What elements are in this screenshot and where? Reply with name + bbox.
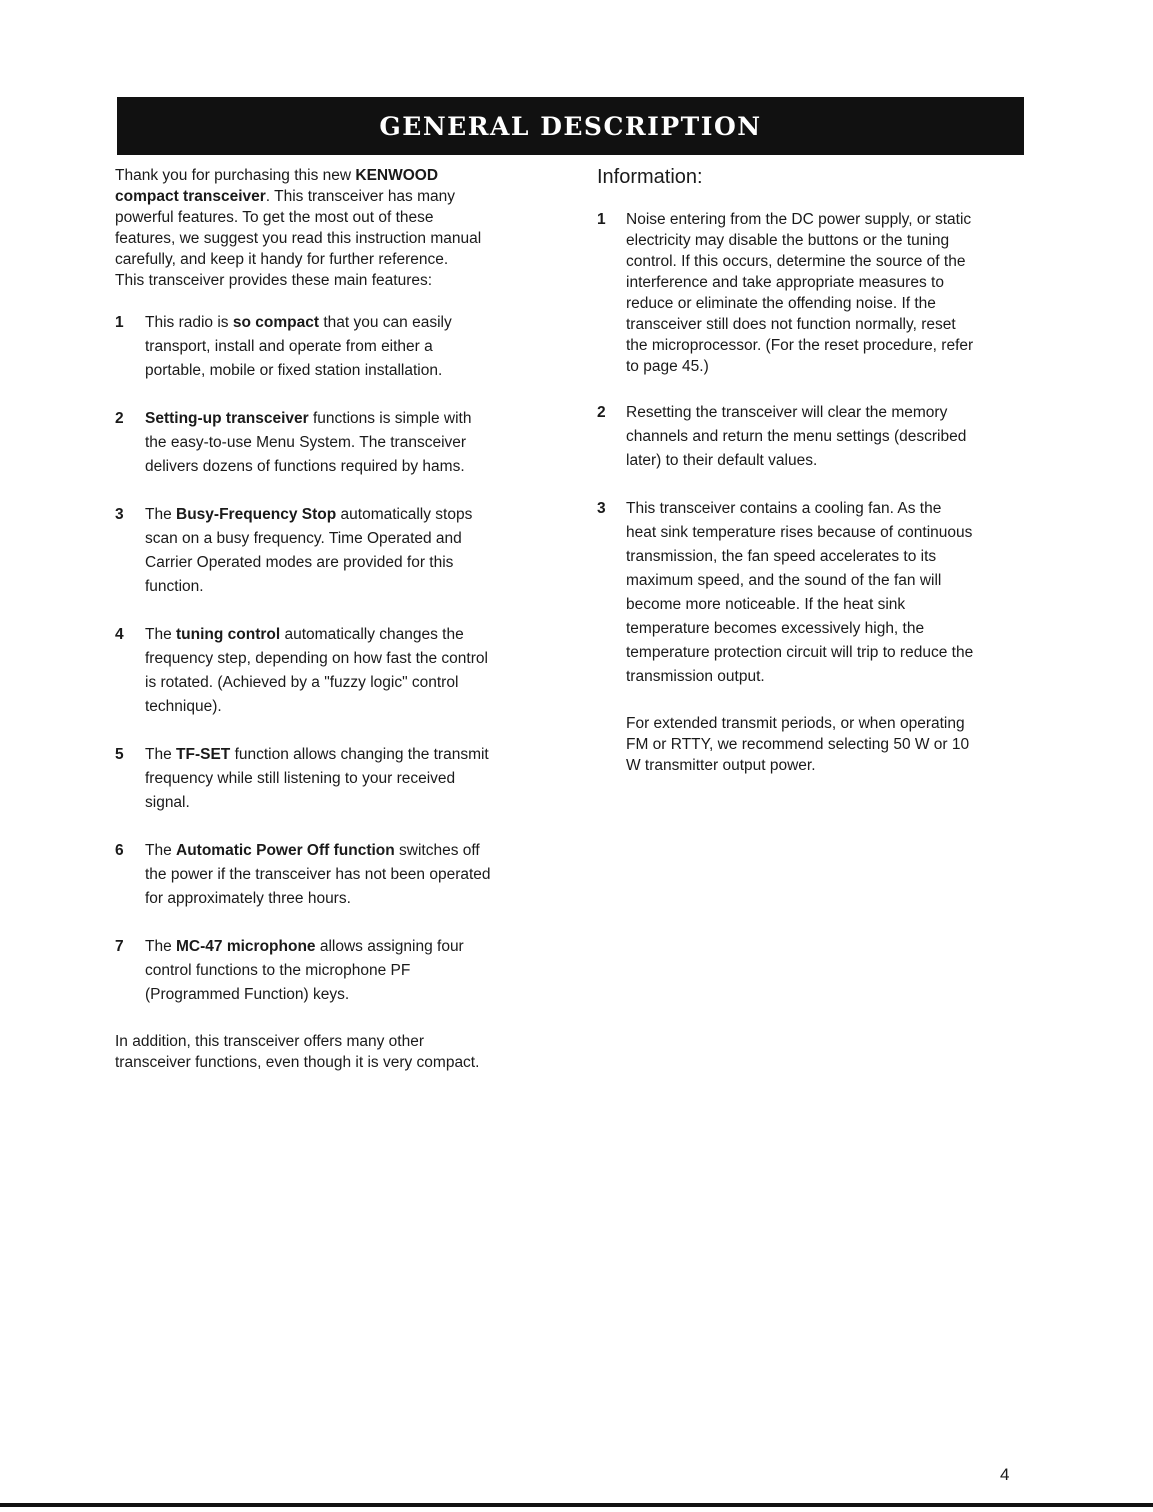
body-text: allows assigning four [315, 938, 464, 955]
feature-line [145, 503, 555, 527]
information-line: Resetting the transceiver will clear the memory [626, 404, 948, 421]
body-text: carefully, and keep it handy for further reference. [115, 251, 449, 268]
emphasis-text: Busy-Frequency Stop [176, 506, 337, 523]
closing-line: transceiver functions, even though it is very compact. [115, 1054, 480, 1071]
information-line: heat sink temperature rises because of continuous [626, 524, 973, 541]
information-line: channels and return the menu settings (described [626, 428, 967, 445]
body-text: This transceiver provides these main features: [115, 272, 433, 289]
feature-line [145, 359, 555, 383]
body-text: This radio is [145, 314, 233, 331]
feature-line [145, 839, 555, 863]
information-line: transceiver still does not function normally, reset [626, 316, 956, 333]
information-note [626, 713, 1027, 776]
feature-line [145, 623, 555, 647]
feature-item [115, 503, 555, 599]
intro-line [115, 186, 555, 207]
information-number: 2 [597, 404, 606, 421]
feature-line [145, 311, 555, 335]
emphasis-text: tuning control [176, 626, 281, 643]
intro-line [115, 228, 555, 249]
feature-item [115, 935, 555, 1007]
information-line: This transceiver contains a cooling fan. As the [626, 500, 942, 517]
feature-line [145, 647, 555, 671]
information-item [597, 401, 1027, 473]
feature-line [145, 671, 555, 695]
body-text: the power if the transceiver has not been operated [145, 866, 491, 883]
section-title: GENERAL DESCRIPTION [379, 111, 762, 141]
information-list [597, 209, 1027, 689]
information-number: 3 [597, 500, 606, 517]
body-text: . This transceiver has many [265, 188, 456, 205]
feature-text [145, 407, 555, 479]
intro-paragraph [115, 165, 555, 291]
body-text: Thank you for purchasing this new [115, 167, 356, 184]
closing-paragraph [115, 1031, 555, 1073]
body-text: Carrier Operated modes are provided for this [145, 554, 454, 571]
body-text: (Programmed Function) keys. [145, 986, 350, 1003]
information-line: Noise entering from the DC power supply, or static [626, 211, 972, 228]
feature-text [145, 623, 555, 719]
feature-line [145, 335, 555, 359]
feature-line [145, 551, 555, 575]
information-text [626, 401, 1027, 473]
feature-item [115, 407, 555, 479]
information-text [626, 497, 1027, 689]
feature-list [115, 311, 555, 1007]
body-text: function allows changing the transmit [230, 746, 489, 763]
emphasis-text: compact transceiver [115, 188, 266, 205]
information-number: 1 [597, 211, 606, 228]
body-text: scan on a busy frequency. Time Operated and [145, 530, 462, 547]
information-line: reduce or eliminate the offending noise. If the [626, 295, 936, 312]
feature-line [145, 455, 555, 479]
feature-line [145, 695, 555, 719]
intro-line [115, 249, 555, 270]
feature-line [145, 959, 555, 983]
body-text: technique). [145, 698, 222, 715]
information-line: the microprocessor. (For the reset procedure, refer [626, 337, 974, 354]
information-text [626, 209, 1027, 377]
body-text: frequency while still listening to your received [145, 770, 456, 787]
feature-line [145, 791, 555, 815]
body-text: The [145, 506, 177, 523]
feature-number: 4 [115, 626, 124, 643]
feature-text [145, 311, 555, 383]
feature-number: 5 [115, 746, 124, 763]
information-line: electricity may disable the buttons or the tuning [626, 232, 950, 249]
feature-number: 3 [115, 506, 124, 523]
intro-line [115, 270, 555, 291]
information-line: become more noticeable. If the heat sink [626, 596, 906, 613]
feature-item [115, 311, 555, 383]
body-text: for approximately three hours. [145, 890, 351, 907]
bottom-rule [0, 1503, 1153, 1507]
emphasis-text: KENWOOD [355, 167, 439, 184]
feature-number: 7 [115, 938, 124, 955]
information-item [597, 497, 1027, 689]
feature-number: 2 [115, 410, 124, 427]
body-text: automatically changes the [280, 626, 464, 643]
information-line: to page 45.) [626, 358, 709, 375]
information-line: interference and take appropriate measures to [626, 274, 944, 291]
body-text: the easy-to-use Menu System. The transceiver [145, 434, 467, 451]
body-text: automatically stops [336, 506, 473, 523]
intro-line [115, 165, 555, 186]
body-text: The [145, 938, 177, 955]
feature-line [145, 527, 555, 551]
feature-line [145, 935, 555, 959]
body-text: frequency step, depending on how fast the control [145, 650, 488, 667]
information-line: temperature protection circuit will trip to reduce the [626, 644, 974, 661]
information-line: temperature becomes excessively high, the [626, 620, 925, 637]
body-text: that you can easily [319, 314, 452, 331]
feature-line [145, 887, 555, 911]
body-text: delivers dozens of functions required by hams. [145, 458, 465, 475]
page-number: 4 [1000, 1465, 1010, 1484]
feature-line [145, 863, 555, 887]
information-line: transmission, the fan speed accelerates to its [626, 548, 937, 565]
left-column [115, 165, 555, 1073]
feature-line [145, 767, 555, 791]
feature-text [145, 839, 555, 911]
feature-line [145, 743, 555, 767]
feature-number: 6 [115, 842, 124, 859]
closing-line: In addition, this transceiver offers many other [115, 1033, 425, 1050]
emphasis-text: Automatic Power Off function [176, 842, 395, 859]
body-text: function. [145, 578, 204, 595]
information-line: control. If this occurs, determine the source of the [626, 253, 966, 270]
feature-line [145, 407, 555, 431]
body-text: transport, install and operate from either a [145, 338, 433, 355]
right-column [597, 165, 1027, 776]
information-line: later) to their default values. [626, 452, 818, 469]
body-text: features, we suggest you read this instruction manual [115, 230, 482, 247]
intro-line [115, 207, 555, 228]
body-text: portable, mobile or fixed station installation. [145, 362, 443, 379]
feature-number: 1 [115, 314, 124, 331]
note-line: W transmitter output power. [626, 757, 816, 774]
information-line: transmission output. [626, 668, 765, 685]
feature-item [115, 743, 555, 815]
note-line: For extended transmit periods, or when operating [626, 715, 965, 732]
information-heading: Information: [597, 166, 703, 188]
feature-item [115, 839, 555, 911]
feature-text [145, 743, 555, 815]
feature-text [145, 503, 555, 599]
body-text: The [145, 746, 177, 763]
emphasis-text: MC-47 microphone [176, 938, 316, 955]
emphasis-text: TF-SET [176, 746, 231, 763]
feature-line [145, 431, 555, 455]
feature-text [145, 935, 555, 1007]
information-line: maximum speed, and the sound of the fan will [626, 572, 942, 589]
note-line: FM or RTTY, we recommend selecting 50 W or 10 [626, 736, 970, 753]
emphasis-text: Setting-up transceiver [145, 410, 309, 427]
emphasis-text: so compact [232, 314, 320, 331]
body-text: powerful features. To get the most out of these [115, 209, 434, 226]
body-text: functions is simple with [308, 410, 472, 427]
body-text: The [145, 842, 177, 859]
body-text: The [145, 626, 177, 643]
feature-line [145, 983, 555, 1007]
body-text: control functions to the microphone PF [145, 962, 411, 979]
feature-item [115, 623, 555, 719]
body-text: switches off [394, 842, 480, 859]
information-item [597, 209, 1027, 377]
body-text: signal. [145, 794, 190, 811]
body-text: is rotated. (Achieved by a "fuzzy logic" control [145, 674, 459, 691]
feature-line [145, 575, 555, 599]
section-title-bar [117, 97, 1024, 155]
